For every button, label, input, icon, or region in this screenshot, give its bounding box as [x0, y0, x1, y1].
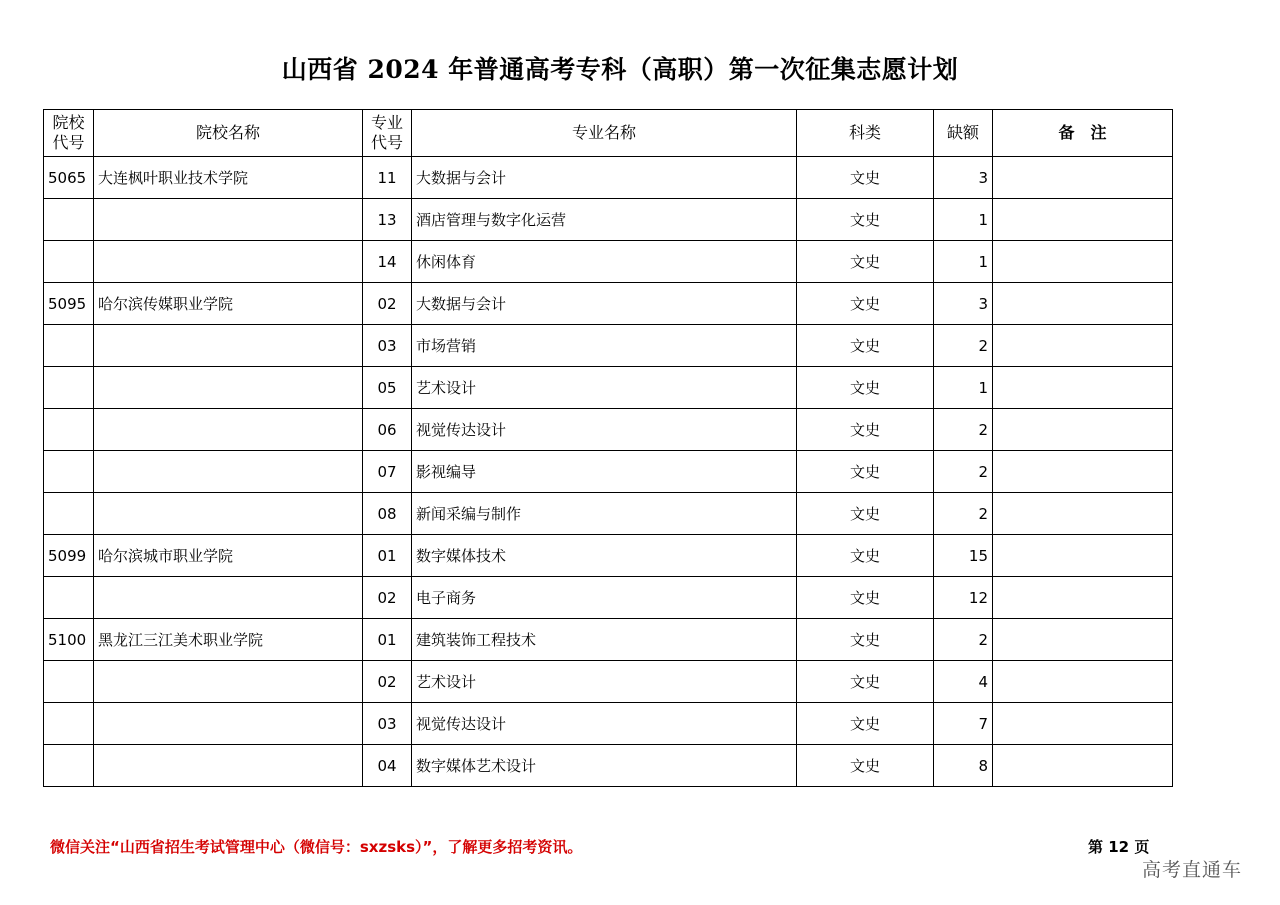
header-school-code [44, 110, 94, 157]
category-cell: 文史 [797, 535, 934, 577]
table-row [44, 157, 1173, 199]
major-code-cell: 11 [363, 157, 412, 199]
major-name-cell: 大数据与会计 [412, 283, 797, 325]
header-category: 科类 [797, 110, 934, 157]
header-note: 备 注 [993, 110, 1173, 157]
vacancy-cell: 1 [934, 241, 993, 283]
major-code-cell: 13 [363, 199, 412, 241]
note-cell [993, 535, 1173, 577]
school-name-cell [94, 241, 363, 283]
major-code-cell: 07 [363, 451, 412, 493]
category-cell: 文史 [797, 661, 934, 703]
major-name-cell: 数字媒体艺术设计 [412, 745, 797, 787]
major-name-cell: 艺术设计 [412, 367, 797, 409]
table-row [44, 535, 1173, 577]
major-name-cell: 休闲体育 [412, 241, 797, 283]
header-major-code-line1: 专业 [370, 113, 403, 132]
table-row [44, 493, 1173, 535]
school-name-cell: 黑龙江三江美术职业学院 [94, 619, 363, 661]
table-row [44, 325, 1173, 367]
category-cell: 文史 [797, 157, 934, 199]
school-code-cell [44, 241, 94, 283]
header-major-code-line2: 代号 [370, 133, 403, 152]
category-cell: 文史 [797, 409, 934, 451]
vacancy-cell: 7 [934, 703, 993, 745]
category-cell: 文史 [797, 325, 934, 367]
table-row [44, 367, 1173, 409]
header-major-code [363, 110, 412, 157]
header-school-code-line1: 院校 [52, 113, 85, 132]
vacancy-cell: 2 [934, 451, 993, 493]
category-cell: 文史 [797, 745, 934, 787]
category-cell: 文史 [797, 199, 934, 241]
table-header-row [44, 110, 1173, 157]
school-code-cell: 5100 [44, 619, 94, 661]
major-name-cell: 电子商务 [412, 577, 797, 619]
table-row [44, 745, 1173, 787]
major-name-cell: 新闻采编与制作 [412, 493, 797, 535]
table-row [44, 283, 1173, 325]
major-code-cell: 02 [363, 661, 412, 703]
vacancy-cell: 12 [934, 577, 993, 619]
major-code-cell: 04 [363, 745, 412, 787]
school-code-cell: 5065 [44, 157, 94, 199]
school-name-cell [94, 199, 363, 241]
vacancy-cell: 4 [934, 661, 993, 703]
school-name-cell [94, 493, 363, 535]
note-cell [993, 241, 1173, 283]
note-cell [993, 745, 1173, 787]
vacancy-cell: 3 [934, 157, 993, 199]
school-code-cell [44, 745, 94, 787]
enrollment-plan-table [43, 109, 1173, 787]
vacancy-cell: 15 [934, 535, 993, 577]
school-name-cell: 大连枫叶职业技术学院 [94, 157, 363, 199]
header-vacancy: 缺额 [934, 110, 993, 157]
watermark: 高考直通车 [1142, 859, 1243, 881]
school-name-cell [94, 703, 363, 745]
school-name-cell [94, 451, 363, 493]
major-code-cell: 06 [363, 409, 412, 451]
note-cell [993, 493, 1173, 535]
table-row [44, 619, 1173, 661]
category-cell: 文史 [797, 367, 934, 409]
major-code-cell: 03 [363, 325, 412, 367]
school-code-cell [44, 409, 94, 451]
note-cell [993, 451, 1173, 493]
category-cell: 文史 [797, 703, 934, 745]
major-code-cell: 02 [363, 577, 412, 619]
major-name-cell: 酒店管理与数字化运营 [412, 199, 797, 241]
major-name-cell: 数字媒体技术 [412, 535, 797, 577]
note-cell [993, 367, 1173, 409]
note-cell [993, 703, 1173, 745]
note-cell [993, 325, 1173, 367]
vacancy-cell: 2 [934, 493, 993, 535]
table-row [44, 241, 1173, 283]
vacancy-cell: 1 [934, 199, 993, 241]
table-row [44, 661, 1173, 703]
school-name-cell [94, 577, 363, 619]
vacancy-cell: 2 [934, 325, 993, 367]
note-cell [993, 157, 1173, 199]
vacancy-cell: 1 [934, 367, 993, 409]
note-cell [993, 283, 1173, 325]
vacancy-cell: 8 [934, 745, 993, 787]
major-name-cell: 视觉传达设计 [412, 703, 797, 745]
major-name-cell: 大数据与会计 [412, 157, 797, 199]
school-code-cell [44, 367, 94, 409]
major-code-cell: 01 [363, 535, 412, 577]
vacancy-cell: 2 [934, 619, 993, 661]
major-code-cell: 05 [363, 367, 412, 409]
school-code-cell [44, 199, 94, 241]
table-row [44, 199, 1173, 241]
header-major-name: 专业名称 [412, 110, 797, 157]
category-cell: 文史 [797, 619, 934, 661]
header-school-name: 院校名称 [94, 110, 363, 157]
category-cell: 文史 [797, 241, 934, 283]
major-code-cell: 02 [363, 283, 412, 325]
category-cell: 文史 [797, 493, 934, 535]
category-cell: 文史 [797, 577, 934, 619]
major-name-cell: 艺术设计 [412, 661, 797, 703]
vacancy-cell: 3 [934, 283, 993, 325]
school-name-cell [94, 745, 363, 787]
school-name-cell [94, 661, 363, 703]
note-cell [993, 619, 1173, 661]
note-cell [993, 577, 1173, 619]
major-code-cell: 01 [363, 619, 412, 661]
major-name-cell: 市场营销 [412, 325, 797, 367]
vacancy-cell: 2 [934, 409, 993, 451]
major-name-cell: 建筑装饰工程技术 [412, 619, 797, 661]
school-code-cell [44, 703, 94, 745]
major-code-cell: 14 [363, 241, 412, 283]
school-name-cell [94, 325, 363, 367]
school-code-cell [44, 661, 94, 703]
school-name-cell: 哈尔滨城市职业学院 [94, 535, 363, 577]
table-row [44, 577, 1173, 619]
major-name-cell: 视觉传达设计 [412, 409, 797, 451]
header-school-code-line2: 代号 [52, 133, 85, 152]
wechat-follow-note: 微信关注“山西省招生考试管理中心（微信号：sxzsks）”，了解更多招考资讯。 [50, 838, 583, 856]
category-cell: 文史 [797, 283, 934, 325]
table-row [44, 451, 1173, 493]
note-cell [993, 661, 1173, 703]
category-cell: 文史 [797, 451, 934, 493]
table-row [44, 703, 1173, 745]
page-number: 第 12 页 [1088, 838, 1150, 856]
table-row [44, 409, 1173, 451]
note-cell [993, 199, 1173, 241]
school-code-cell: 5095 [44, 283, 94, 325]
school-code-cell [44, 493, 94, 535]
major-name-cell: 影视编导 [412, 451, 797, 493]
school-code-cell: 5099 [44, 535, 94, 577]
note-cell [993, 409, 1173, 451]
school-name-cell: 哈尔滨传媒职业学院 [94, 283, 363, 325]
school-code-cell [44, 577, 94, 619]
school-code-cell [44, 325, 94, 367]
school-name-cell [94, 367, 363, 409]
school-code-cell [44, 451, 94, 493]
major-code-cell: 03 [363, 703, 412, 745]
major-code-cell: 08 [363, 493, 412, 535]
school-name-cell [94, 409, 363, 451]
page-title: 山西省 2024 年普通高考专科（高职）第一次征集志愿计划 [281, 55, 959, 84]
